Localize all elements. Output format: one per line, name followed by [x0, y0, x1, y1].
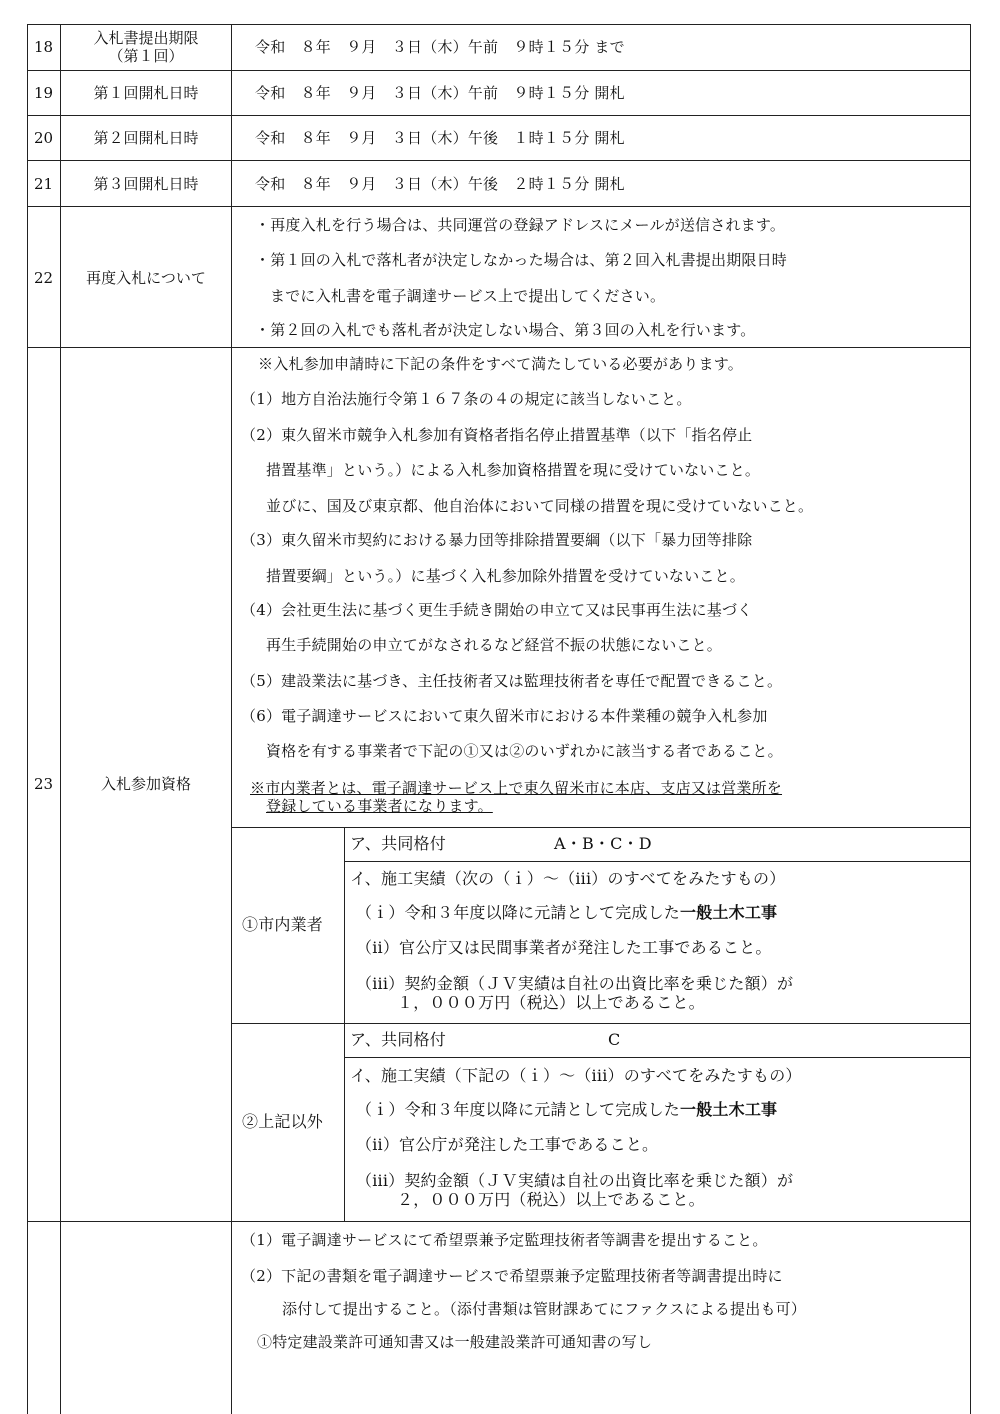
rating-label: ア、共同格付	[350, 1030, 446, 1049]
condition-iii-line1: （iii）契約金額（ＪＶ実績は自社の出資比率を乗じた額）が	[356, 1171, 794, 1190]
row-value: 令和 ８年 ９月 ３日（木）午後 １時１５分 開札	[255, 129, 625, 147]
condition-ii: （ii）官公庁が発注した工事であること。	[356, 1135, 659, 1154]
text-line: 資格を有する事業者で下記の①又は②のいずれかに該当する者であること。	[266, 742, 783, 760]
row-value: 令和 ８年 ９月 ３日（木）午前 ９時１５分 開札	[255, 84, 625, 102]
text-line: （6）電子調達サービスにおいて東久留米市における本件業種の競争入札参加	[241, 707, 768, 725]
row-number: 21	[33, 175, 54, 193]
text-line: 添付して提出すること。（添付書類は管財課あてにファクスによる提出も可）	[282, 1300, 807, 1318]
rating-label: ア、共同格付	[350, 834, 446, 853]
rating-value: C	[608, 1030, 621, 1049]
row-label: 入札参加資格	[100, 775, 191, 793]
condition-iii-line2: １，０００万円（税込）以上であること。	[397, 993, 705, 1012]
text-line: （5）建設業法に基づき、主任技術者又は監理技術者を専任で配置できること。	[241, 672, 783, 690]
rating-value: A・B・C・D	[554, 834, 652, 853]
row-number: 18	[33, 38, 54, 56]
condition-iii-line1: （iii）契約金額（ＪＶ実績は自社の出資比率を乗じた額）が	[356, 974, 794, 993]
row-label: 第３回開札日時	[93, 175, 199, 193]
row-number: 23	[33, 775, 54, 793]
text-line: （3）東久留米市契約における暴力団等排除措置要綱（以下「暴力団等排除	[241, 531, 753, 549]
performance-title: イ、施工実績（次の（ｉ）～（iii）のすべてをみたすもの）	[350, 869, 786, 888]
text-line: （1）地方自治法施行令第１６７条の４の規定に該当しないこと。	[241, 390, 692, 408]
row-number: 19	[33, 84, 54, 102]
condition-i-text: （ｉ）令和３年度以降に元請として完成した	[356, 1100, 681, 1119]
row-label-line2: （第１回）	[108, 47, 184, 65]
text-line: ①特定建設業許可通知書又は一般建設業許可通知書の写し	[257, 1333, 653, 1351]
text-line: （2）下記の書類を電子調達サービスで希望票兼予定監理技術者等調書提出時に	[241, 1267, 783, 1285]
text-line: までに入札書を電子調達サービス上で提出してください。	[270, 287, 666, 305]
sub-label: ②上記以外	[242, 1112, 324, 1131]
row-label: 再度入札について	[86, 269, 206, 287]
row-number: 22	[33, 269, 54, 287]
row-number: 20	[33, 129, 54, 147]
condition-i-bold: 一般土木工事	[680, 1100, 778, 1119]
text-line: 措置基準」という。）による入札参加資格措置を現に受けていないこと。	[266, 461, 761, 479]
condition-i	[356, 1101, 777, 1119]
row-label: 第２回開札日時	[93, 129, 199, 147]
note-line: 登録している事業者になります。	[266, 797, 493, 815]
text-line: ・第２回の入札でも落札者が決定しない場合、第３回の入札を行います。	[255, 321, 756, 339]
row-value: 令和 ８年 ９月 ３日（木）午前 ９時１５分 まで	[255, 38, 625, 56]
row-value: 令和 ８年 ９月 ３日（木）午後 ２時１５分 開札	[255, 175, 625, 193]
text-line: （2）東久留米市競争入札参加有資格者指名停止措置基準（以下「指名停止	[241, 426, 753, 444]
condition-iii-line2: ２，０００万円（税込）以上であること。	[397, 1190, 705, 1209]
performance-title: イ、施工実績（下記の（ｉ）～（iii）のすべてをみたすもの）	[350, 1066, 802, 1085]
text-line: ・再度入札を行う場合は、共同運営の登録アドレスにメールが送信されます。	[255, 216, 786, 234]
text-line: 並びに、国及び東京都、他自治体において同様の措置を現に受けていないこと。	[266, 497, 814, 515]
text-line: （1）電子調達サービスにて希望票兼予定監理技術者等調書を提出すること。	[241, 1231, 768, 1249]
text-line: 措置要綱」という。）に基づく入札参加除外措置を受けていないこと。	[266, 567, 745, 585]
row-label-line1: 入札書提出期限	[93, 29, 199, 47]
condition-i	[356, 904, 777, 922]
sub-label: ①市内業者	[242, 915, 324, 934]
condition-i-text: （ｉ）令和３年度以降に元請として完成した	[356, 903, 681, 922]
text-line: 再生手続開始の申立てがなされるなど経営不振の状態にないこと。	[266, 636, 723, 654]
text-line: （4）会社更生法に基づく更生手続き開始の申立て又は民事再生法に基づく	[241, 601, 753, 619]
row-label: 第１回開札日時	[93, 84, 199, 102]
text-line: ※入札参加申請時に下記の条件をすべて満たしている必要があります。	[258, 355, 743, 373]
condition-i-bold: 一般土木工事	[680, 903, 778, 922]
text-line: ・第１回の入札で落札者が決定しなかった場合は、第２回入札書提出期限日時	[255, 251, 788, 269]
condition-ii: （ii）官公庁又は民間事業者が発注した工事であること。	[356, 938, 772, 957]
note-line: ※市内業者とは、電子調達サービス上で東久留米市に本店、支店又は営業所を	[250, 779, 783, 797]
